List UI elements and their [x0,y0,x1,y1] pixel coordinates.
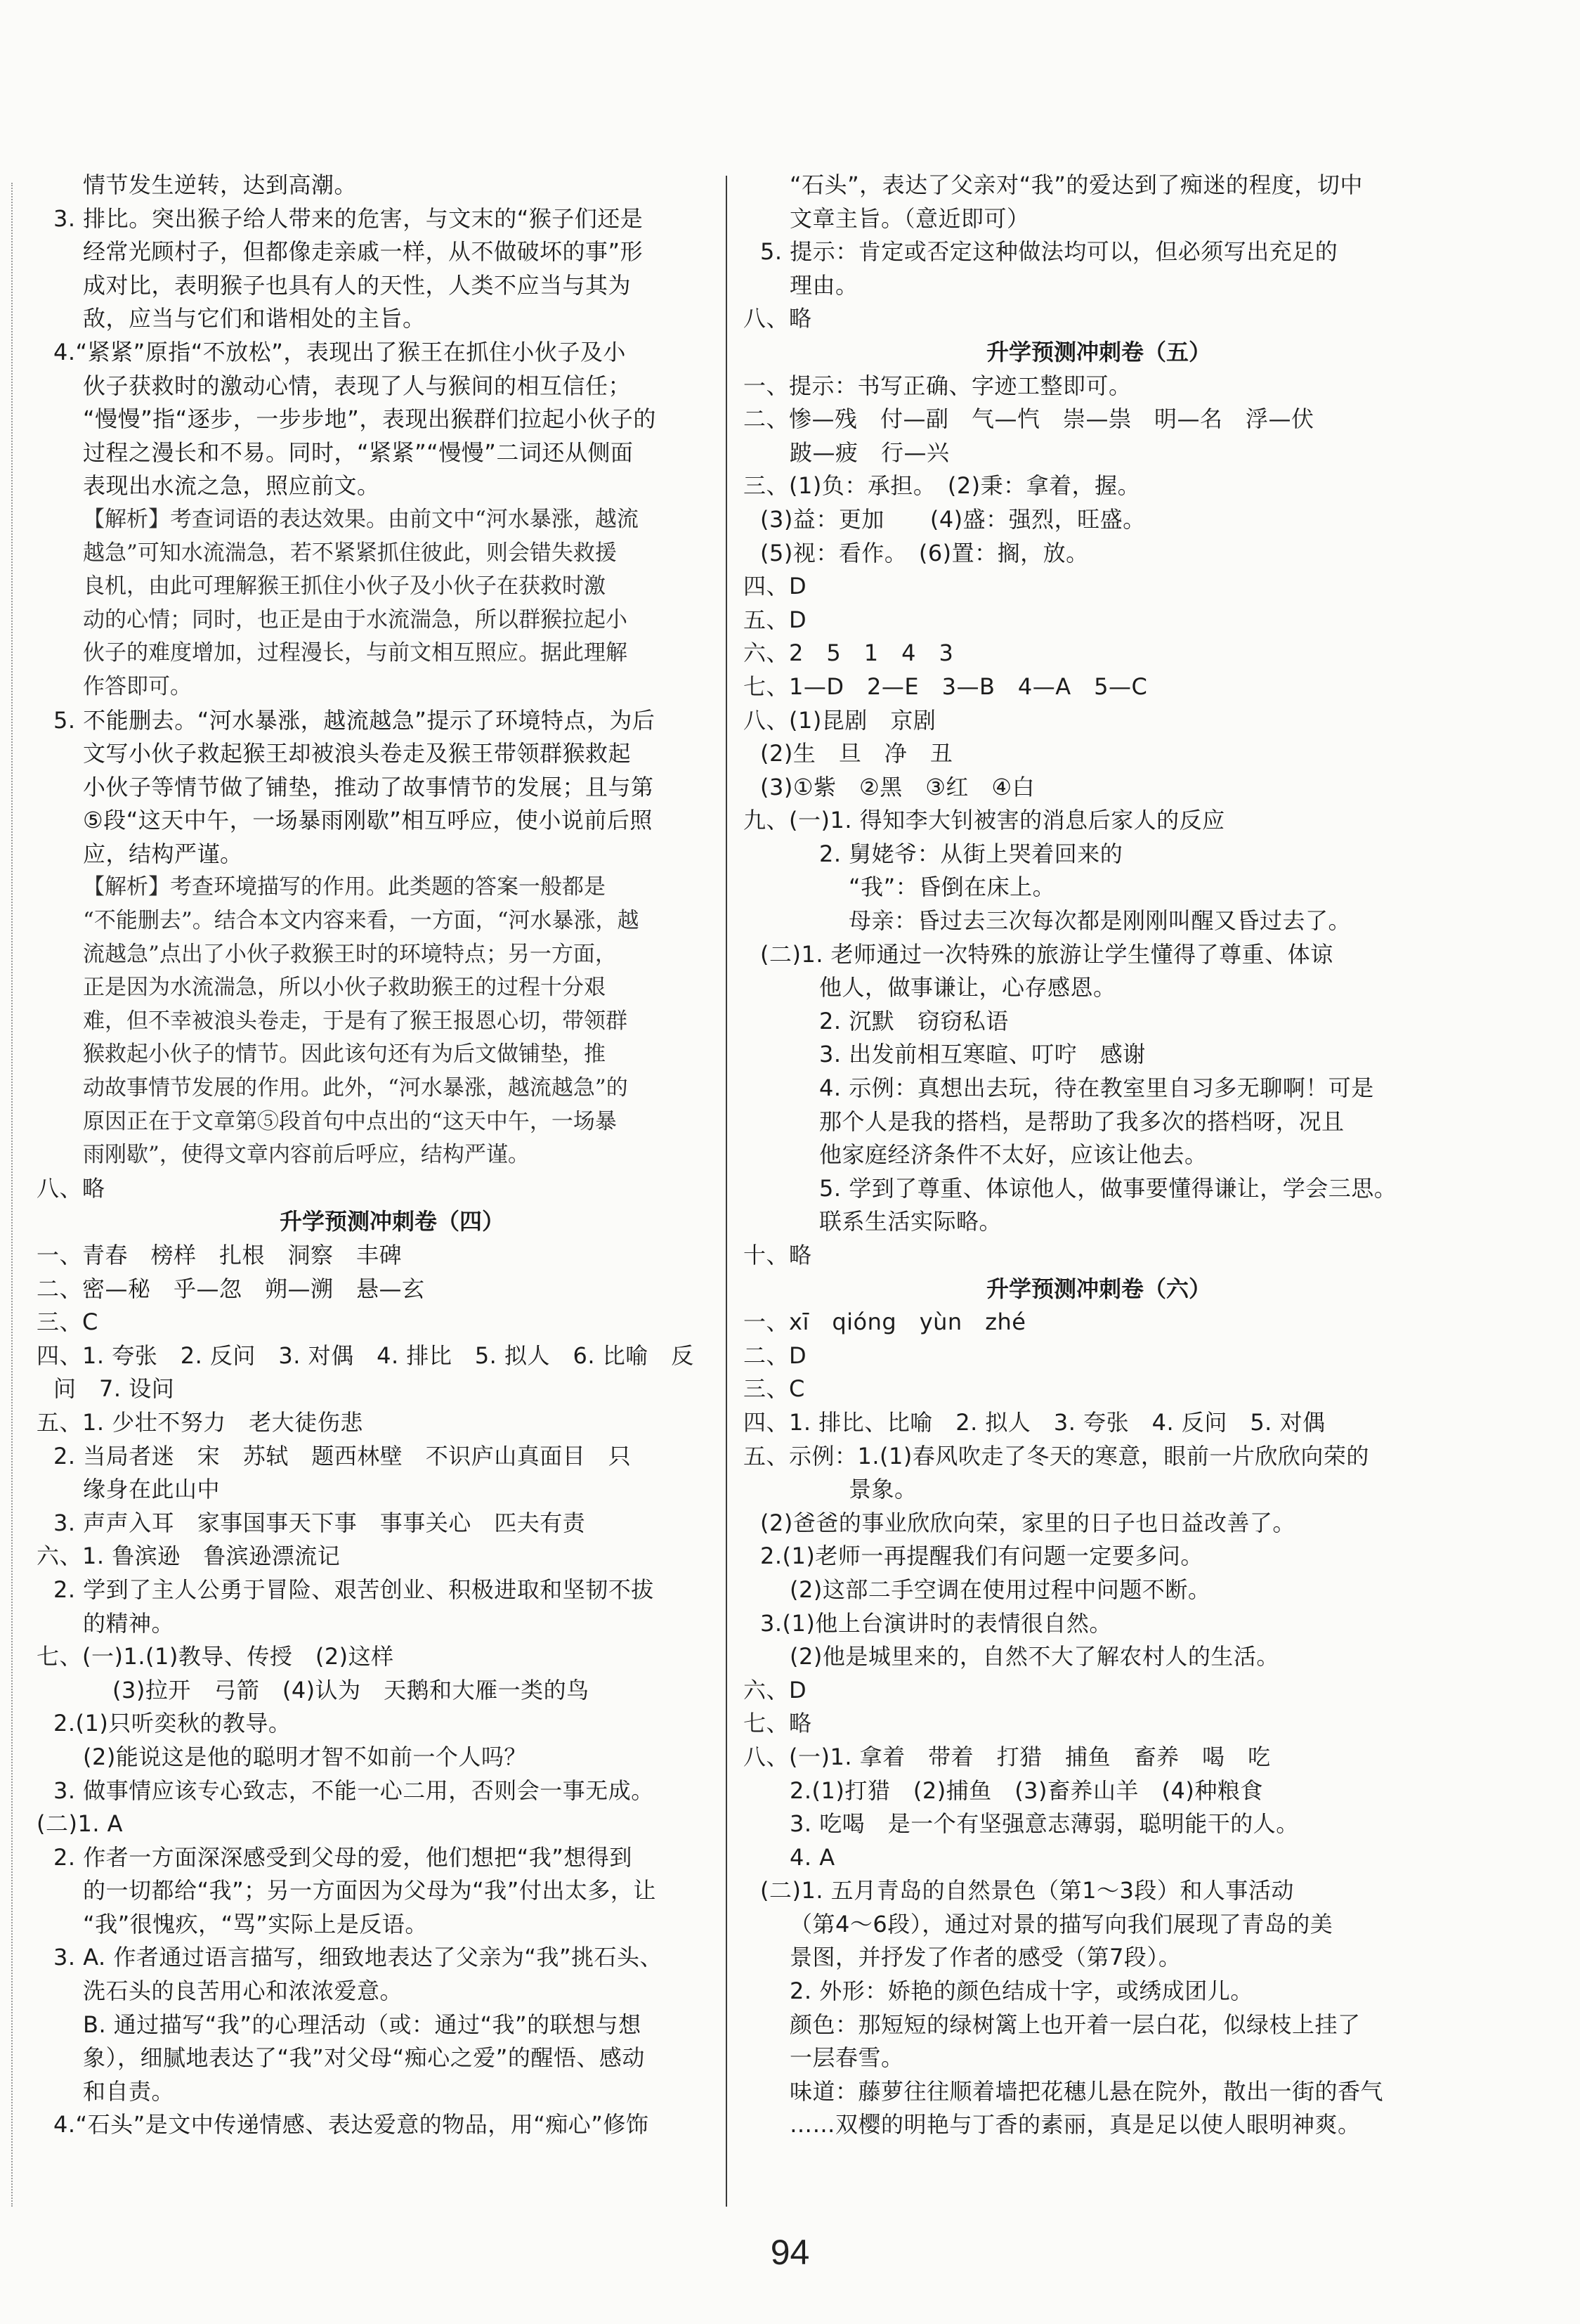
answer-line: 雨刚歇”，使得文章内容前后呼应，结构严谨。 [83,1142,530,1168]
answer-line: (2)爸爸的事业欣欣向荣，家里的日子也日益改善了。 [760,1509,1295,1536]
answer-line: (3)拉开 弓箭 (4)认为 天鹅和大雁一类的鸟 [112,1676,589,1703]
answer-line: 4.“紧紧”原指“不放松”，表现出了猴王在抓住小伙子及小 [53,338,626,365]
answer-line: 表现出水流之急，照应前文。 [83,472,380,500]
answer-line: (5)视：看作。 (6)置：搁，放。 [760,539,1089,566]
answer-line: 4.“石头”是文中传递情感、表达爱意的物品，用“痴心”修饰 [53,2111,649,2138]
section-heading: 升学预测冲刺卷（六） [986,1275,1211,1302]
answer-line: 八、略 [37,1174,105,1202]
answer-line: 七、(一)1.(1)教导、传授 (2)这样 [37,1643,394,1670]
answer-line: ⑤段“这天中午，一场暴雨刚歇”相互呼应，使小说前后照 [83,807,653,834]
answer-line: 三、(1)负：承担。 (2)秉：拿着，握。 [743,472,1141,500]
answer-line: 原因正在于文章第⑤段首句中点出的“这天中午，一场暴 [83,1108,617,1134]
answer-line: 2. 外形：娇艳的颜色结成十字，或绣成团儿。 [790,1978,1253,2005]
answer-line: 象），细腻地表达了“我”对父母“痴心之爱”的醒悟、感动 [83,2044,645,2072]
answer-line: B. 通过描写“我”的心理活动（或：通过“我”的联想与想 [83,2011,641,2038]
answer-line: 颜色：那短短的绿树篱上也开着一层白花，似绿枝上挂了 [790,2011,1361,2038]
answer-line: 【解析】考查词语的表达效果。由前文中“河水暴涨，越流 [83,506,639,532]
answer-line: 二、惨—残 付—副 气—忾 崇—祟 明—名 浮—伏 [743,405,1314,433]
answer-line: ……双樱的明艳与丁香的素丽，真是足以使人眼明神爽。 [790,2111,1361,2138]
answer-line: 敌，应当与它们和谐相处的主旨。 [83,305,426,332]
answer-line: 洗石头的良苦用心和浓浓爱意。 [83,1978,403,2005]
answer-line: (2)他是城里来的，自然不大了解农村人的生活。 [790,1643,1279,1670]
answer-line: 一、提示：书写正确、字迹工整即可。 [743,372,1132,399]
answer-line: 景图，并抒发了作者的感受（第7段）。 [790,1944,1182,1971]
answer-line: 经常光顾村子，但都像走亲戚一样，从不做破坏的事”形 [83,238,644,266]
answer-line: 文写小伙子救起猴王却被浪头卷走及猴王带领群猴救起 [83,740,632,767]
answer-line: 应，结构严谨。 [83,840,243,867]
answer-line: 和自责。 [83,2077,175,2105]
answer-line: (二)1. A [37,1810,124,1838]
answer-line: 4. A [790,1843,835,1871]
answer-line: 九、(一)1. 得知李大钊被害的消息后家人的反应 [743,807,1225,834]
answer-line: 良机，由此可理解猴王抓住小伙子及小伙子在获救时激 [83,573,606,599]
answer-line: 5. 不能删去。“河水暴涨，越流越急”提示了环境特点，为后 [53,706,655,734]
answer-line: 他家庭经济条件不太好，应该让他去。 [819,1141,1208,1169]
answer-line: 理由。 [790,271,858,299]
answer-line: 一层春雪。 [790,2044,904,2072]
answer-line: 小伙子等情节做了铺垫，推动了故事情节的发展；且与第 [83,773,654,800]
answer-line: (二)1. 老师通过一次特殊的旅游让学生懂得了尊重、体谅 [760,940,1333,968]
answer-line: (2)这部二手空调在使用过程中问题不断。 [790,1576,1211,1603]
page-number: 94 [770,2233,810,2272]
left-margin-dots [11,183,13,2207]
answer-line: 2. 作者一方面深深感受到父母的爱，他们想把“我”想得到 [53,1843,632,1871]
answer-line: 四、1. 排比、比喻 2. 拟人 3. 夸张 4. 反问 5. 对偶 [743,1408,1326,1436]
answer-line: (2)生 旦 净 丑 [760,740,953,767]
answer-line: 四、1. 夸张 2. 反问 3. 对偶 4. 排比 5. 拟人 6. 比喻 反 [37,1342,694,1369]
answer-line: 动故事情节发展的作用。此外，“河水暴涨，越流越急”的 [83,1075,628,1101]
answer-line: 动的心情；同时，也正是由于水流湍急，所以群猴拉起小 [83,606,627,632]
answer-line: 猴救起小伙子的情节。因此该句还有为后文做铺垫，推 [83,1041,606,1067]
answer-line: “石头”，表达了父亲对“我”的爱达到了痴迷的程度，切中 [790,171,1363,198]
answer-line: “不能删去”。结合本文内容来看，一方面，“河水暴涨，越 [83,908,639,934]
answer-line: 文章主旨。（意近即可） [790,205,1030,232]
left-column [37,169,747,2142]
answer-line: 2.(1)打猎 (2)捕鱼 (3)畜养山羊 (4)种粮食 [790,1777,1263,1804]
answer-line: 四、D [743,573,807,600]
answer-line: 越急”可知水流湍急，若不紧紧抓住彼此，则会错失救援 [83,540,617,566]
answer-line: 味道：藤萝往往顺着墙把花穗儿悬在院外，散出一街的香气 [790,2077,1384,2105]
answer-line: (3)①紫 ②黑 ③红 ④白 [760,773,1036,800]
answer-line: 2. 沉默 窃窃私语 [819,1007,1009,1034]
answer-line: 三、C [743,1375,805,1403]
answer-line: 七、略 [743,1710,812,1737]
answer-line: （第4～6段），通过对景的描写向我们展现了青岛的美 [790,1910,1333,1937]
answer-line: 【解析】考查环境描写的作用。此类题的答案一般都是 [83,874,606,900]
answer-line: “慢慢”指“逐步，一步步地”，表现出猴群们拉起小伙子的 [83,405,656,433]
answer-line: 母亲：昏过去三次每次都是刚刚叫醒又昏过去了。 [849,907,1352,935]
answer-line: 那个人是我的搭档，是帮助了我多次的搭档呀，况且 [819,1108,1345,1135]
answer-line: 伙子获救时的激动心情，表现了人与猴间的相互信任； [83,372,632,399]
answer-line: 六、D [743,1676,807,1703]
answer-line: 2. 当局者迷 宋 苏轼 题西林壁 不识庐山真面目 只 [53,1442,632,1469]
answer-line: 4. 示例：真想出去玩，待在教室里自习多无聊啊！可是 [819,1075,1374,1102]
answer-line: 联系生活实际略。 [819,1208,1003,1235]
answer-line: 2. 学到了主人公勇于冒险、艰苦创业、积极进取和坚韧不拔 [53,1576,654,1603]
answer-line: 景象。 [849,1476,918,1503]
answer-line: 正是因为水流湍急，所以小伙子救助猴王的过程十分艰 [83,975,606,1001]
answer-line: 十、略 [743,1242,812,1268]
answer-line: 流越急”点出了小伙子救猴王时的环境特点；另一方面， [83,941,617,967]
answer-line: 情节发生逆转，达到高潮。 [83,171,358,198]
answer-line: 他人，做事谦让，心存感恩。 [819,974,1116,1001]
answer-line: 5. 提示：肯定或否定这种做法均可以，但必须写出充足的 [760,238,1338,266]
answer-line: 作答即可。 [83,673,192,699]
answer-line: 3. 出发前相互寒暄、叮咛 感谢 [819,1041,1146,1068]
answer-line: 成对比，表明猴子也具有人的天性，人类不应当与其为 [83,271,632,299]
answer-line: 3. 声声入耳 家事国事天下事 事事关心 匹夫有责 [53,1509,586,1536]
answer-line: 六、1. 鲁滨逊 鲁滨逊漂流记 [37,1543,341,1570]
answer-line: 2. 舅姥爷：从街上哭着回来的 [819,840,1123,867]
answer-line: (二)1. 五月青岛的自然景色（第1～3段）和人事活动 [760,1877,1294,1904]
answer-line: 难，但不幸被浪头卷走，于是有了猴王报恩心切，带领群 [83,1008,627,1034]
answer-line: 3. 做事情应该专心致志，不能一心二用，否则会一事无成。 [53,1777,654,1804]
right-column [743,169,1454,2142]
answer-line: 缘身在此山中 [83,1476,221,1503]
answer-line: 过程之漫长和不易。同时，“紧紧”“慢慢”二词还从侧面 [83,439,634,466]
section-heading: 升学预测冲刺卷（五） [986,338,1211,365]
answer-line: 三、C [37,1309,98,1336]
answer-line: 八、(1)昆剧 京剧 [743,706,936,734]
answer-line: 一、青春 榜样 扎根 洞察 丰碑 [37,1242,403,1268]
answer-line: 3. 排比。突出猴子给人带来的危害，与文末的“猴子们还是 [53,205,644,232]
answer-line: 二、D [743,1342,807,1369]
answer-line: “我”很愧疚，“骂”实际上是反语。 [83,1910,428,1937]
answer-line: “我”：昏倒在床上。 [849,874,1056,901]
answer-line: 2.(1)老师一再提醒我们有问题一定要多问。 [760,1543,1203,1570]
answer-line: 一、xī qióng yùn zhé [743,1309,1026,1336]
answer-line: 伙子的难度增加，过程漫长，与前文相互照应。据此理解 [83,640,627,666]
section-heading: 升学预测冲刺卷（四） [279,1208,504,1235]
answer-line: 2.(1)只听奕秋的教导。 [53,1710,292,1737]
answer-line: 的精神。 [83,1609,175,1637]
answer-line: 3. A. 作者通过语言描写，细致地表达了父亲为“我”挑石头、 [53,1944,663,1971]
answer-line: 跛—疲 行—兴 [790,439,950,466]
answer-line: (3)益：更加 (4)盛：强烈，旺盛。 [760,505,1146,533]
answer-line: 五、1. 少壮不努力 老大徒伤悲 [37,1408,363,1436]
answer-line: 二、密—秘 乎—忽 朔—溯 悬—玄 [37,1275,425,1302]
answer-line: 八、(一)1. 拿着 带着 打猎 捕鱼 畜养 喝 吃 [743,1743,1271,1770]
answer-line: 问 7. 设问 [53,1375,175,1403]
answer-line: 3.(1)他上台演讲时的表情很自然。 [760,1609,1112,1637]
answer-line: 五、示例：1.(1)春风吹走了冬天的寒意，眼前一片欣欣向荣的 [743,1442,1369,1469]
answer-line: 六、2 5 1 4 3 [743,640,954,667]
answer-line: 五、D [743,606,807,633]
answer-line: 的一切都给“我”；另一方面因为父母为“我”付出太多，让 [83,1877,656,1904]
answer-line: (2)能说这是他的聪明才智不如前一个人吗？ [83,1743,527,1770]
answer-line: 5. 学到了尊重、体谅他人，做事要懂得谦让，学会三思。 [819,1174,1397,1202]
answer-line: 八、略 [743,305,812,332]
answer-line: 七、1—D 2—E 3—B 4—A 5—C [743,673,1148,700]
answer-line: 3. 吃喝 是一个有坚强意志薄弱，聪明能干的人。 [790,1810,1299,1838]
